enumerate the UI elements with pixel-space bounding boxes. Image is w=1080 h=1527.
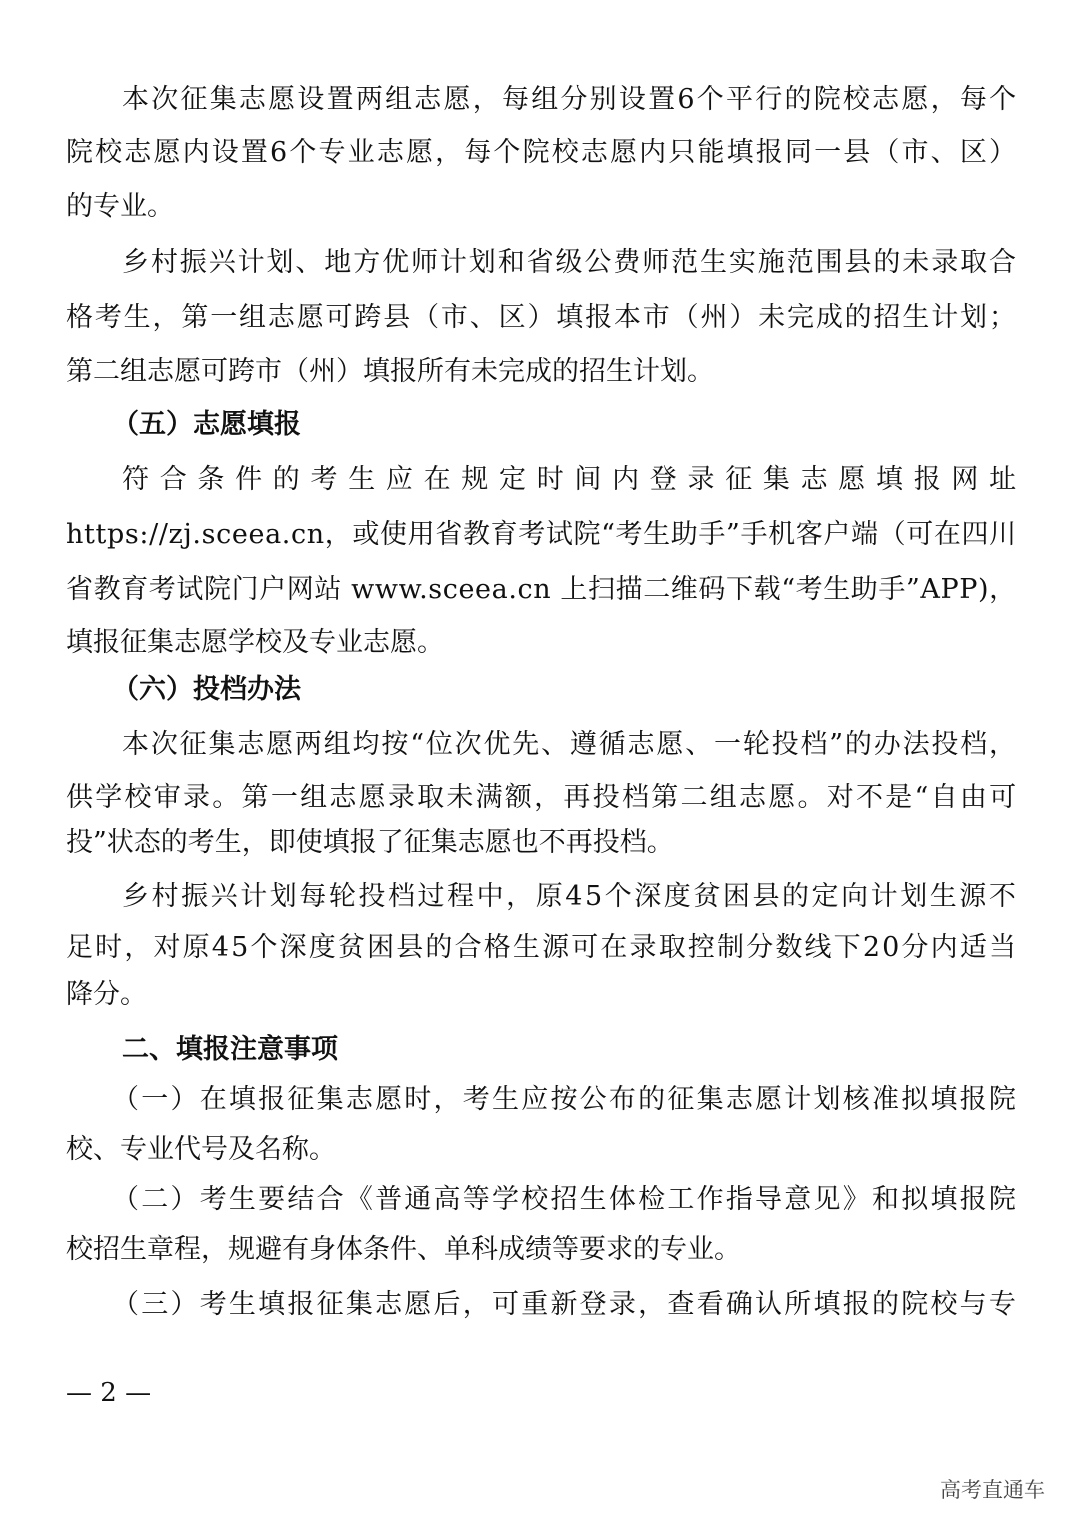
paragraph-line: 降分。 xyxy=(66,979,147,1010)
paragraph-line: https://zj.sceea.cn，或使用省教育考试院“考生助手”手机客户端（可在四川 xyxy=(66,519,1017,550)
paragraph-line: 格考生，第一组志愿可跨县（市、区）填报本市（州）未完成的招生计划； xyxy=(66,302,1018,333)
paragraph-line: （二）考生要结合《普通高等学校招生体检工作指导意见》和拟填报院 xyxy=(112,1184,1019,1215)
paragraph-line: 校、专业代号及名称。 xyxy=(66,1134,336,1165)
paragraph-line: 足时，对原45个深度贫困县的合格生源可在录取控制分数线下20分内适当 xyxy=(66,932,1019,963)
paragraph-line: 省教育考试院门户网站 www.sceea.cn 上扫描二维码下载“考生助手”APP)， xyxy=(66,574,1017,605)
paragraph-line: 的专业。 xyxy=(66,191,174,222)
paragraph-line: 投”状态的考生，即使填报了征集志愿也不再投档。 xyxy=(66,827,674,858)
paragraph-line: 乡村振兴计划、地方优师计划和省级公费师范生实施范围县的未录取合 xyxy=(122,247,1018,278)
paragraph-line: 乡村振兴计划每轮投档过程中，原45个深度贫困县的定向计划生源不 xyxy=(122,881,1019,912)
section-heading: （五）志愿填报 xyxy=(112,409,301,440)
paragraph-line: 本次征集志愿设置两组志愿，每组分别设置6个平行的院校志愿，每个 xyxy=(122,84,1019,115)
section-heading: （六）投档办法 xyxy=(112,674,301,705)
paragraph-line: （一）在填报征集志愿时，考生应按公布的征集志愿计划核准拟填报院 xyxy=(112,1084,1019,1115)
section-heading: 二、填报注意事项 xyxy=(122,1034,338,1065)
page-number: — 2 — xyxy=(66,1378,152,1408)
paragraph-line: 第二组志愿可跨市（州）填报所有未完成的招生计划。 xyxy=(66,356,714,387)
paragraph-line: 填报征集志愿学校及专业志愿。 xyxy=(66,627,444,658)
paragraph-line: 符合条件的考生应在规定时间内登录征集志愿填报网址 xyxy=(122,464,1027,495)
paragraph-line: （三）考生填报征集志愿后，可重新登录，查看确认所填报的院校与专 xyxy=(112,1289,1019,1320)
paragraph-line: 院校志愿内设置6个专业志愿，每个院校志愿内只能填报同一县（市、区） xyxy=(66,137,1019,168)
paragraph-line: 本次征集志愿两组均按“位次优先、遵循志愿、一轮投档”的办法投档， xyxy=(122,729,1018,760)
paragraph-line: 供学校审录。第一组志愿录取未满额，再投档第二组志愿。对不是“自由可 xyxy=(66,782,1019,813)
watermark: 高考直通车 xyxy=(940,1478,1045,1502)
paragraph-line: 校招生章程，规避有身体条件、单科成绩等要求的专业。 xyxy=(66,1234,741,1265)
